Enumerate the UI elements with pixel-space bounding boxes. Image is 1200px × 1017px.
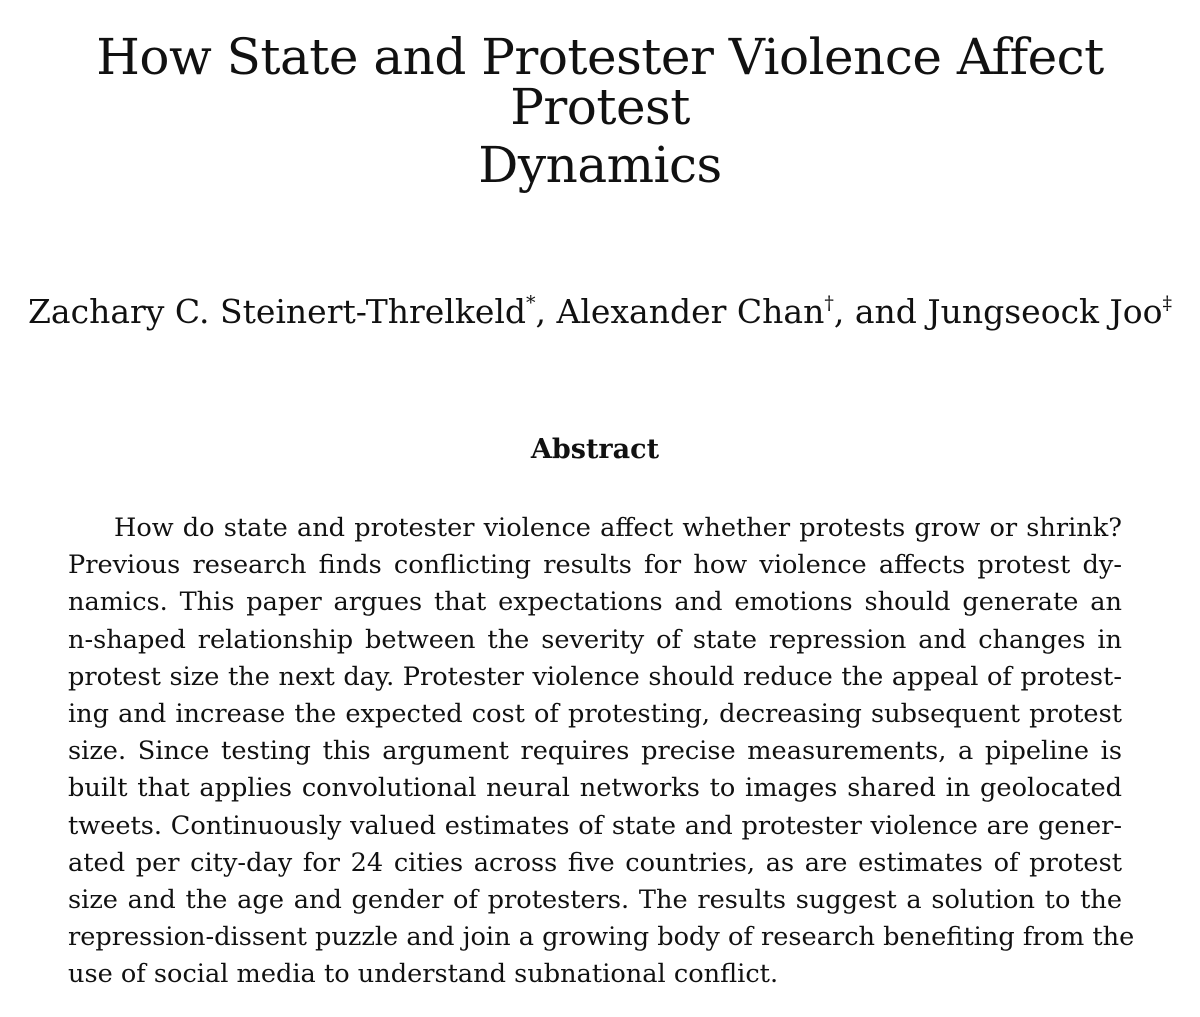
abstract-line: size and the age and gender of protesters. The results suggest a solution to the: [68, 884, 1122, 915]
abstract-line: built that applies convolutional neural networks to images shared in geolocated: [68, 773, 1122, 804]
author-footnote-mark[interactable]: †: [824, 292, 834, 314]
abstract-line: protest size the next day. Protester violence should reduce the appeal of protest-: [68, 661, 1122, 692]
abstract-line: namics. This paper argues that expectations and emotions should generate an: [68, 587, 1122, 618]
paper-title-line-2: Dynamics: [478, 136, 722, 194]
abstract-body: [68, 510, 1135, 993]
abstract-line: How do state and protester violence affect whether protests grow or shrink?: [114, 513, 1122, 543]
author-list: [20, 292, 1180, 332]
author-name: Alexander Chan: [556, 292, 825, 331]
abstract-line: tweets. Continuously valued estimates of state and protester violence are gener-: [68, 810, 1122, 841]
abstract-line: Previous research finds conflicting results for how violence affects protest dy-: [68, 550, 1122, 581]
author-separator: ,: [535, 292, 557, 331]
author-footnote-mark[interactable]: *: [526, 292, 536, 314]
abstract-line: ing and increase the expected cost of protesting, decreasing subsequent protest: [68, 698, 1122, 729]
abstract-line: ated per city-day for 24 cities across five countries, as are estimates of protest: [68, 847, 1122, 878]
abstract-line: use of social media to understand subnational conflict.: [68, 959, 779, 990]
paper-title-line-1: How State and Protester Violence Affect Protest: [96, 28, 1104, 136]
abstract-heading: Abstract: [530, 434, 660, 465]
author-footnote-mark[interactable]: ‡: [1162, 292, 1172, 314]
author-separator: , and: [833, 292, 928, 331]
abstract-line: n-shaped relationship between the severity of state repression and changes in: [68, 624, 1122, 655]
author-name: Jungseock Joo: [927, 292, 1163, 331]
abstract-line: repression-dissent puzzle and join a growing body of research benefiting from the: [68, 922, 1135, 953]
abstract-line: size. Since testing this argument requires precise measurements, a pipeline is: [68, 736, 1122, 767]
author-name: Zachary C. Steinert-Threlkeld: [28, 292, 527, 331]
